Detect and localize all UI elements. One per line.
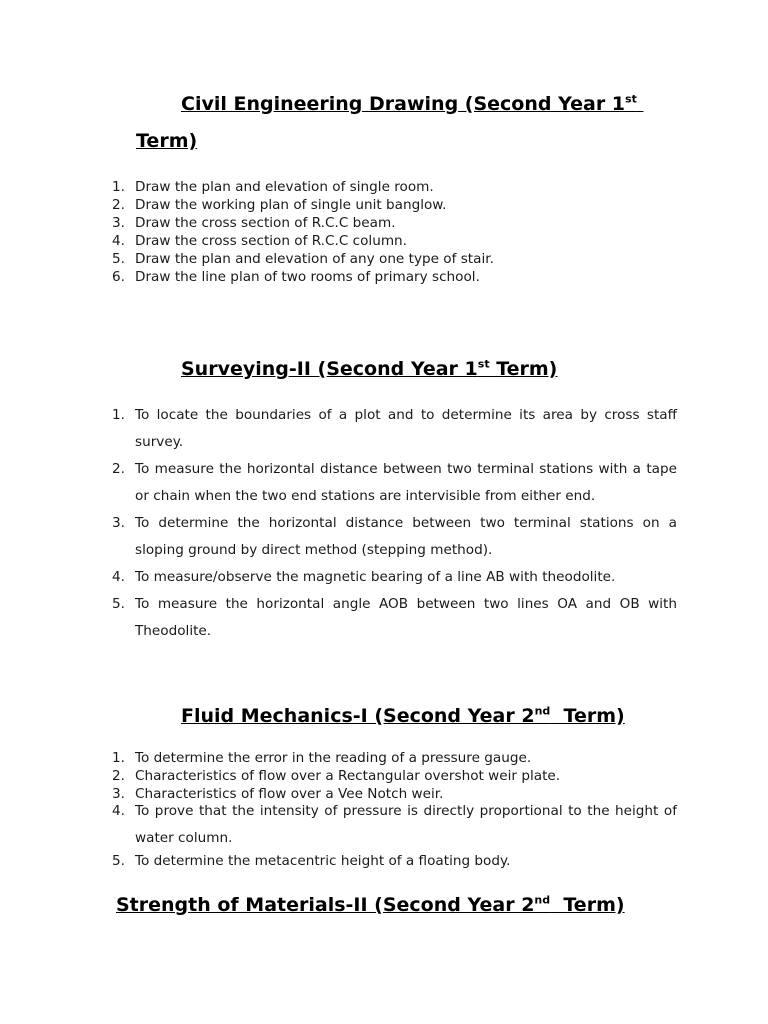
list-item: 3. To determine the horizontal distance between two terminal stations on a sloping ground by direct method (stepping method).: [112, 515, 677, 558]
section-heading-fluid-mechanics-i: Fluid Mechanics-I (Second Year 2nd Term): [181, 704, 625, 727]
list-item: 5. To measure the horizontal angle AOB between two lines OA and OB with Theodolite.: [112, 596, 677, 639]
list-item: 5. Draw the plan and elevation of any one type of stair.: [112, 251, 494, 267]
section-heading-civil-engineering-drawing: [181, 92, 643, 116]
heading-superscript: nd: [534, 893, 551, 907]
list-item: 1. To locate the boundaries of a plot and to determine its area by cross staff survey.: [112, 407, 677, 450]
heading-text: Civil Engineering Drawing (Second Year 1: [181, 93, 626, 115]
surveying-ii-list: [112, 402, 677, 645]
heading-text-line2: Term): [136, 130, 198, 152]
list-item: 2. To measure the horizontal distance between two terminal stations with a tape or chain when the two end stations are intervisible from either end.: [112, 461, 677, 504]
list-item: 5. To determine the metacentric height of a floating body.: [112, 853, 511, 869]
list-item: 3. Draw the cross section of R.C.C beam.: [112, 215, 396, 231]
list-item: 3. Characteristics of flow over a Vee Notch weir.: [112, 786, 444, 802]
list-item: 1. Draw the plan and elevation of single room.: [112, 179, 434, 195]
civil-engineering-drawing-list: [112, 178, 494, 286]
section-heading-surveying-ii: Surveying-II (Second Year 1st Term): [181, 357, 558, 380]
section-heading-civil-engineering-drawing-line2: [136, 129, 197, 153]
fluid-mechanics-i-list: [112, 749, 677, 870]
list-item: 4. Draw the cross section of R.C.C column.: [112, 233, 407, 249]
heading-superscript: nd: [534, 704, 551, 718]
list-item: 4. To prove that the intensity of pressure is directly proportional to the height of water column.: [112, 803, 677, 846]
list-item: 2. Draw the working plan of single unit banglow.: [112, 197, 447, 213]
list-item: 1. To determine the error in the reading of a pressure gauge.: [112, 750, 532, 766]
list-item: 6. Draw the line plan of two rooms of primary school.: [112, 269, 480, 285]
list-item: 2. Characteristics of flow over a Rectangular overshot weir plate.: [112, 768, 561, 784]
heading-superscript: st: [477, 357, 490, 371]
list-item: 4. To measure/observe the magnetic bearing of a line AB with theodolite.: [112, 569, 616, 585]
section-heading-strength-of-materials-ii: Strength of Materials-II (Second Year 2nd Term): [116, 893, 625, 916]
heading-superscript: st: [625, 92, 637, 106]
